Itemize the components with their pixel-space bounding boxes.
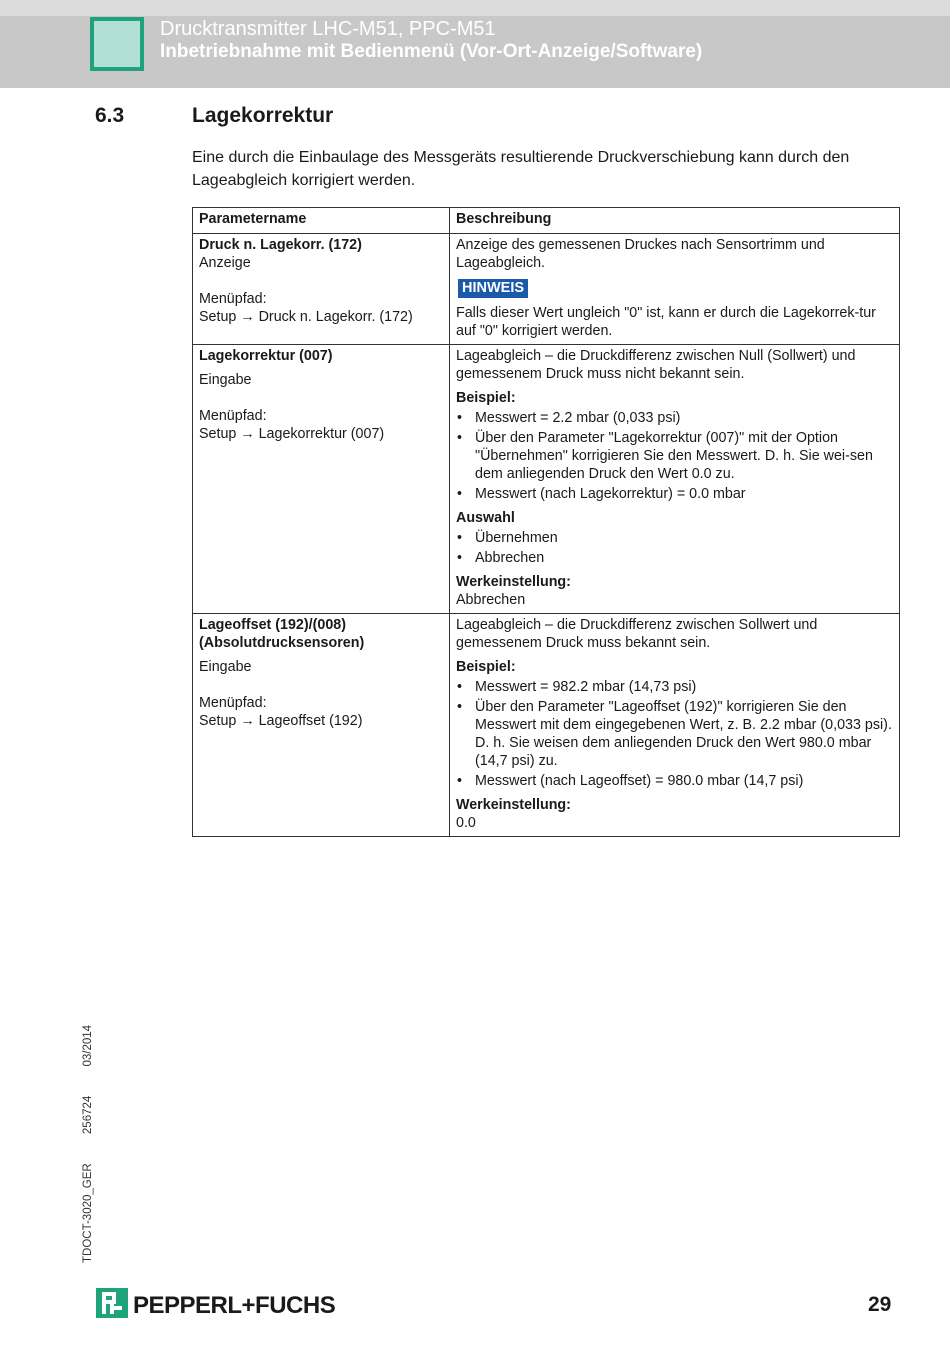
options-label: Auswahl <box>456 510 515 526</box>
parameter-description: Lageabgleich – die Druckdifferenz zwischen Sollwert und gemessenem Druck muss bekannt sein. <box>456 617 818 651</box>
parameter-cell <box>193 345 450 614</box>
parameter-table <box>192 207 900 837</box>
list-item: • Messwert (nach Lagekorrektur) = 0.0 mbar <box>456 485 893 503</box>
section-number: 6.3 <box>95 104 125 127</box>
column-header-description: Beschreibung <box>450 208 900 234</box>
chapter-title: Inbetriebnahme mit Bedienmenü (Vor-Ort-Anzeige/Software) <box>160 41 703 62</box>
header-color-square <box>90 17 144 71</box>
parameter-name: Druck n. Lagekorr. (172) <box>199 237 362 253</box>
menu-path-label: Menüpfad: <box>199 408 267 424</box>
table-row <box>193 345 900 614</box>
section-title: Lagekorrektur <box>192 104 334 127</box>
example-list <box>456 409 893 503</box>
list-item: • Messwert = 2.2 mbar (0,033 psi) <box>456 409 893 427</box>
parameter-type: Anzeige <box>199 255 251 271</box>
list-item: • Messwert = 982.2 mbar (14,73 psi) <box>456 678 893 696</box>
page-number: 29 <box>868 1293 892 1316</box>
parameter-type: Eingabe <box>199 659 252 675</box>
menu-path: Setup → Druck n. Lagekorr. (172) <box>199 309 413 325</box>
menu-path: Setup → Lageoffset (192) <box>199 713 363 729</box>
table-row <box>193 234 900 345</box>
menu-path-label: Menüpfad: <box>199 291 267 307</box>
description-cell <box>450 614 900 837</box>
note-badge: HINWEIS <box>458 279 528 298</box>
table-header-row <box>193 208 900 234</box>
example-label: Beispiel: <box>456 390 516 406</box>
doc-number: 256724 <box>82 1095 94 1135</box>
list-item: • Messwert (nach Lageoffset) = 980.0 mbar (14,7 psi) <box>456 772 893 790</box>
pepperl-fuchs-logo-icon <box>96 1288 128 1318</box>
options-list <box>456 529 893 567</box>
brand-logo-text: PEPPERL+FUCHS <box>133 1292 336 1319</box>
list-item: • Über den Parameter "Lagekorrektur (007)" mit der Option "Übernehmen" korrigieren Sie den Messwert. D. h. Sie wei-sen dem anliegenden Druck den Wert 0.0 zu. <box>456 429 893 483</box>
description-cell <box>450 234 900 345</box>
default-value: Abbrechen <box>456 592 526 608</box>
default-label: Werkeinstellung: <box>456 574 571 590</box>
default-label: Werkeinstellung: <box>456 797 571 813</box>
intro-paragraph: Eine durch die Einbaulage des Messgeräts resultierende Druckverschiebung kann durch den Lageabgleich korrigiert werden. <box>192 149 850 189</box>
parameter-name: Lagekorrektur (007) <box>199 348 333 364</box>
example-list <box>456 678 893 790</box>
list-item: • Übernehmen <box>456 529 893 547</box>
parameter-name: Lageoffset (192)/(008) (Absolutdrucksensoren) <box>199 617 365 651</box>
parameter-cell <box>193 234 450 345</box>
parameter-cell <box>193 614 450 837</box>
parameter-description: Anzeige des gemessenen Druckes nach Sensortrimm und Lageabgleich. <box>456 237 825 271</box>
list-item: • Über den Parameter "Lageoffset (192)" korrigieren Sie den Messwert mit dem eingegebenen Wert, z. B. 2.2 mbar (0,033 psi). D. h. Sie weisen dem anliegenden Druck den Wert 980.0 mbar (14,7 psi) zu. <box>456 698 893 770</box>
description-cell <box>450 345 900 614</box>
parameter-description: Lageabgleich – die Druckdifferenz zwischen Null (Sollwert) und gemessenem Druck muss nicht bekannt sein. <box>456 348 856 382</box>
header-band <box>0 0 950 88</box>
table-row <box>193 614 900 837</box>
doc-code: TDOCT-3020_GER <box>82 1163 94 1263</box>
doc-date: 03/2014 <box>82 1024 94 1067</box>
column-header-name: Parametername <box>193 208 450 234</box>
menu-path-label: Menüpfad: <box>199 695 267 711</box>
list-item: • Abbrechen <box>456 549 893 567</box>
parameter-type: Eingabe <box>199 372 252 388</box>
default-value: 0.0 <box>456 815 476 831</box>
menu-path: Setup → Lagekorrektur (007) <box>199 426 385 442</box>
document-title: Drucktransmitter LHC-M51, PPC-M51 <box>160 18 496 40</box>
note-text: Falls dieser Wert ungleich "0" ist, kann er durch die Lagekorrek-tur auf "0" korrigiert werden. <box>456 305 876 339</box>
document-reference <box>82 999 94 1263</box>
example-label: Beispiel: <box>456 659 516 675</box>
header-top-strip <box>0 0 950 16</box>
